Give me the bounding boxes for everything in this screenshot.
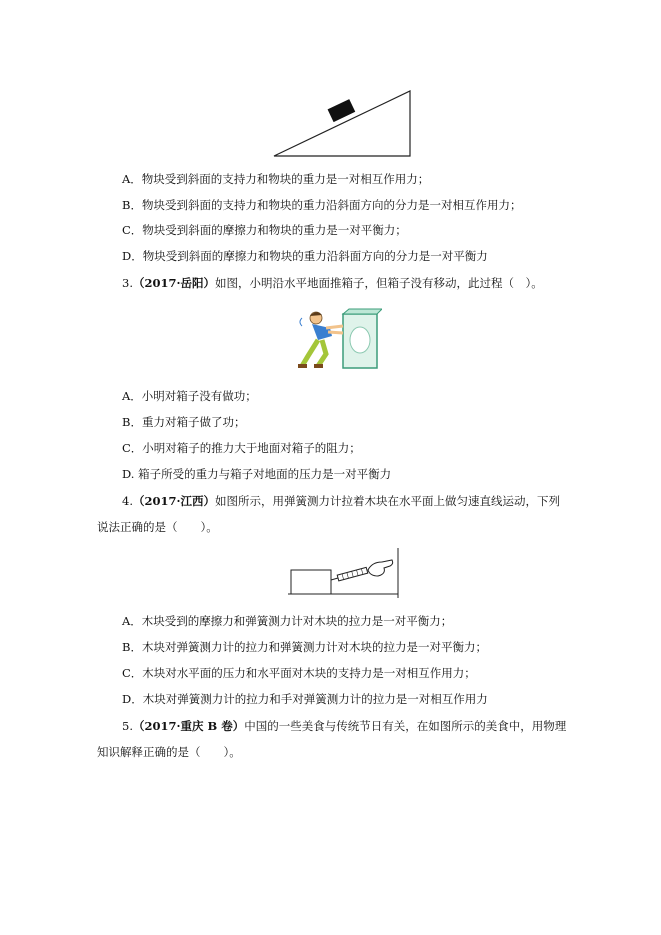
question-number: 5. [122, 719, 133, 733]
question-text: 如图所示，用弹簧测力计拉着木块在水平面上做匀速直线运动，下列 [215, 494, 560, 508]
question-3-stem [122, 275, 543, 291]
question-5-stem-line-2: 知识解释正确的是（ ）。 [97, 745, 241, 759]
incline-option-a: A．物块受到斜面的支持力和物块的重力是一对相互作用力； [122, 172, 430, 186]
question-4-option-a: A．木块受到的摩擦力和弹簧测力计对木块的拉力是一对平衡力； [122, 614, 453, 628]
question-4-option-b: B．木块对弹簧测力计的拉力和弹簧测力计对木块的拉力是一对平衡力； [122, 640, 487, 654]
question-3-option-b: B．重力对箱子做了功； [122, 415, 246, 429]
incline-figure [270, 88, 415, 160]
incline-triangle [274, 91, 410, 156]
spring-scale [337, 567, 368, 581]
spring-scale-figure [286, 544, 404, 600]
boy [298, 312, 343, 368]
question-4-stem-line-1 [122, 493, 560, 509]
question-number: 3. [122, 276, 133, 290]
wooden-block [291, 570, 331, 594]
question-5-stem-line-1 [122, 718, 566, 734]
incline-option-c: C．物块受到斜面的摩擦力和物块的重力是一对平衡力； [122, 223, 407, 237]
question-3-option-a: A．小明对箱子没有做功； [122, 389, 257, 403]
question-3-option-c: C．小明对箱子的推力大于地面对箱子的阻力； [122, 441, 361, 455]
question-4-option-d: D．木块对弹簧测力计的拉力和手对弹簧测力计的拉力是一对相互作用力 [122, 692, 488, 706]
question-text: 如图，小明沿水平地面推箱子，但箱子没有移动，此过程（ ）。 [215, 276, 543, 290]
incline-option-d: D．物块受到斜面的摩擦力和物块的重力沿斜面方向的分力是一对平衡力 [122, 249, 488, 263]
question-text: 中国的一些美食与传统节日有关，在如图所示的美食中，用物理 [244, 719, 567, 733]
question-source: （2017·江西） [132, 494, 215, 508]
question-source: （2017·岳阳） [132, 276, 215, 290]
hand [368, 560, 393, 576]
question-number: 4. [122, 494, 133, 508]
question-3-option-d: D. 箱子所受的重力与箱子对地面的压力是一对平衡力 [122, 467, 392, 481]
boy-pushing-box-figure [296, 306, 382, 372]
question-source: （2017·重庆 B 卷） [132, 719, 245, 733]
incline-option-b: B．物块受到斜面的支持力和物块的重力沿斜面方向的分力是一对相互作用力； [122, 198, 522, 212]
question-4-option-c: C．木块对水平面的压力和水平面对木块的支持力是一对相互作用力； [122, 666, 476, 680]
question-4-stem-line-2: 说法正确的是（ ）。 [97, 520, 218, 534]
